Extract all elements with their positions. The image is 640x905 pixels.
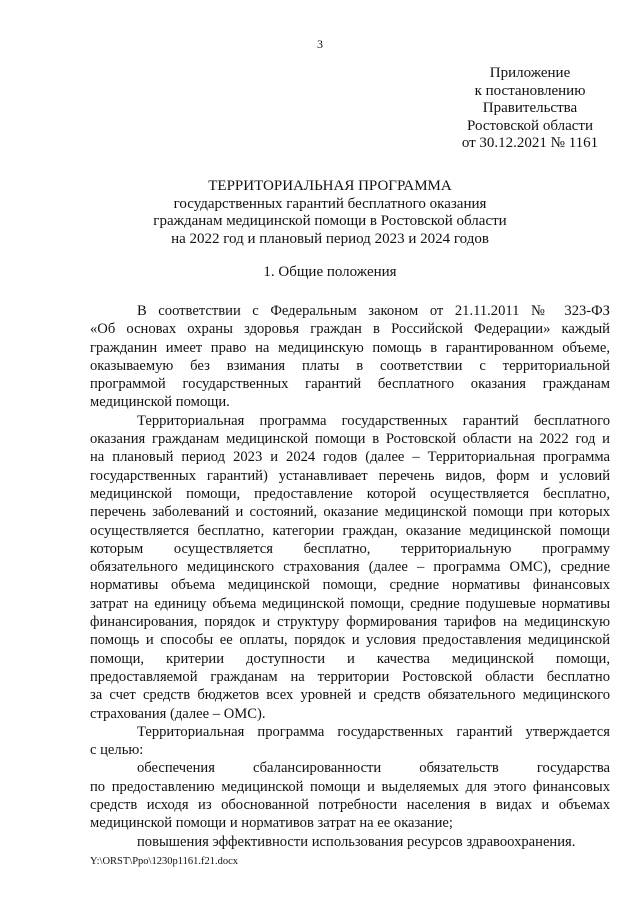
body-line: затрат на единицу объема медицинской помощи, средние подушевые нормативы (90, 595, 610, 612)
body-line: средств исходя из обоснованной потребности населения в видах и объемах (90, 797, 610, 814)
body-line: оказываемую без взимания платы в соответствии с территориальной (90, 357, 610, 374)
body-line: с целью: (90, 742, 144, 759)
body-line: помощь и способы ее оплаты, порядок и условия предоставления медицинской (90, 632, 610, 649)
appendix-line: к постановлению (474, 82, 586, 99)
body-line: гражданин имеет право на медицинскую помощь в гарантированном объеме, (90, 339, 610, 356)
body-line: повышения эффективности использования ресурсов здравоохранения. (137, 833, 576, 850)
appendix-line: Правительства (482, 100, 578, 116)
body-line: по предоставлению медицинской помощи и выделяемых для этого финансовых (90, 778, 610, 795)
body-line: помощи, критерии доступности и качества медицинской помощи, (90, 650, 610, 667)
body-line: финансирования, порядок и структуру формирования тарифов на медицинскую (90, 614, 610, 631)
appendix-line: от 30.12.2021 № 1161 (461, 135, 599, 151)
body-line: нормативы объема медицинской помощи, средние нормативы финансовых (90, 577, 610, 594)
body-line: В соответствии с Федеральным законом от 21.11.2011 № 323-ФЗ (137, 303, 610, 319)
body-line: страхования (далее – ОМС). (90, 705, 266, 722)
body-line: предоставляемой гражданам на территории Ростовской области бесплатно (90, 668, 610, 685)
appendix-line: Ростовской области (467, 117, 593, 134)
body-line: медицинской помощи, предоставление которой осуществляется бесплатно, (90, 485, 610, 502)
body-line: которым осуществляется бесплатно, территориальную программу (90, 540, 610, 557)
section-heading: 1. Общие положения (263, 264, 397, 280)
body-line: обеспечения сбалансированности обязательств государства (137, 760, 610, 777)
body-line: Территориальная программа государственных гарантий бесплатного (137, 412, 610, 429)
body-line: оказания гражданам медицинской помощи в Ростовской области на 2022 год и (90, 431, 610, 448)
document-title (60, 178, 600, 248)
body-line: «Об основах охраны здоровья граждан в Российской Федерации» каждый (90, 321, 610, 338)
title-subline: государственных гарантий бесплатного оказания (173, 195, 487, 212)
body-line: обязательного медицинского страхования (далее – программа ОМС), средние (90, 559, 610, 576)
body-line: медицинской помощи и нормативов затрат на ее оказание; (90, 815, 453, 832)
footer-file-path: Y:\ORST\Ppo\1230p1161.f21.docx (90, 856, 238, 867)
title-subline: гражданам медицинской помощи в Ростовской области (153, 213, 507, 229)
body-line: на плановый период 2023 и 2024 годов (далее – Территориальная программа (90, 449, 610, 466)
body-line: программой государственных гарантий бесплатного оказания гражданам (90, 376, 610, 393)
appendix-block (440, 65, 620, 153)
body-line: медицинской помощи. (90, 394, 230, 411)
body-line: осуществляется бесплатно, категории граждан, оказание медицинской помощи (90, 522, 610, 539)
body-line: за счет средств бюджетов всех уровней и средств обязательного медицинского (90, 687, 610, 704)
title-heading: ТЕРРИТОРИАЛЬНАЯ ПРОГРАММА (208, 178, 452, 194)
appendix-line: Приложение (489, 65, 571, 81)
title-subline: на 2022 год и плановый период 2023 и 2024 годов (171, 230, 489, 247)
page-number: 3 (317, 37, 323, 51)
body-line: перечень заболеваний и состояний, оказание медицинской помощи при которых (90, 504, 610, 521)
body-text (90, 302, 610, 851)
body-line: государственных гарантий) устанавливает перечень видов, форм и условий (90, 467, 610, 484)
body-line: Территориальная программа государственных гарантий утверждается (137, 723, 610, 740)
